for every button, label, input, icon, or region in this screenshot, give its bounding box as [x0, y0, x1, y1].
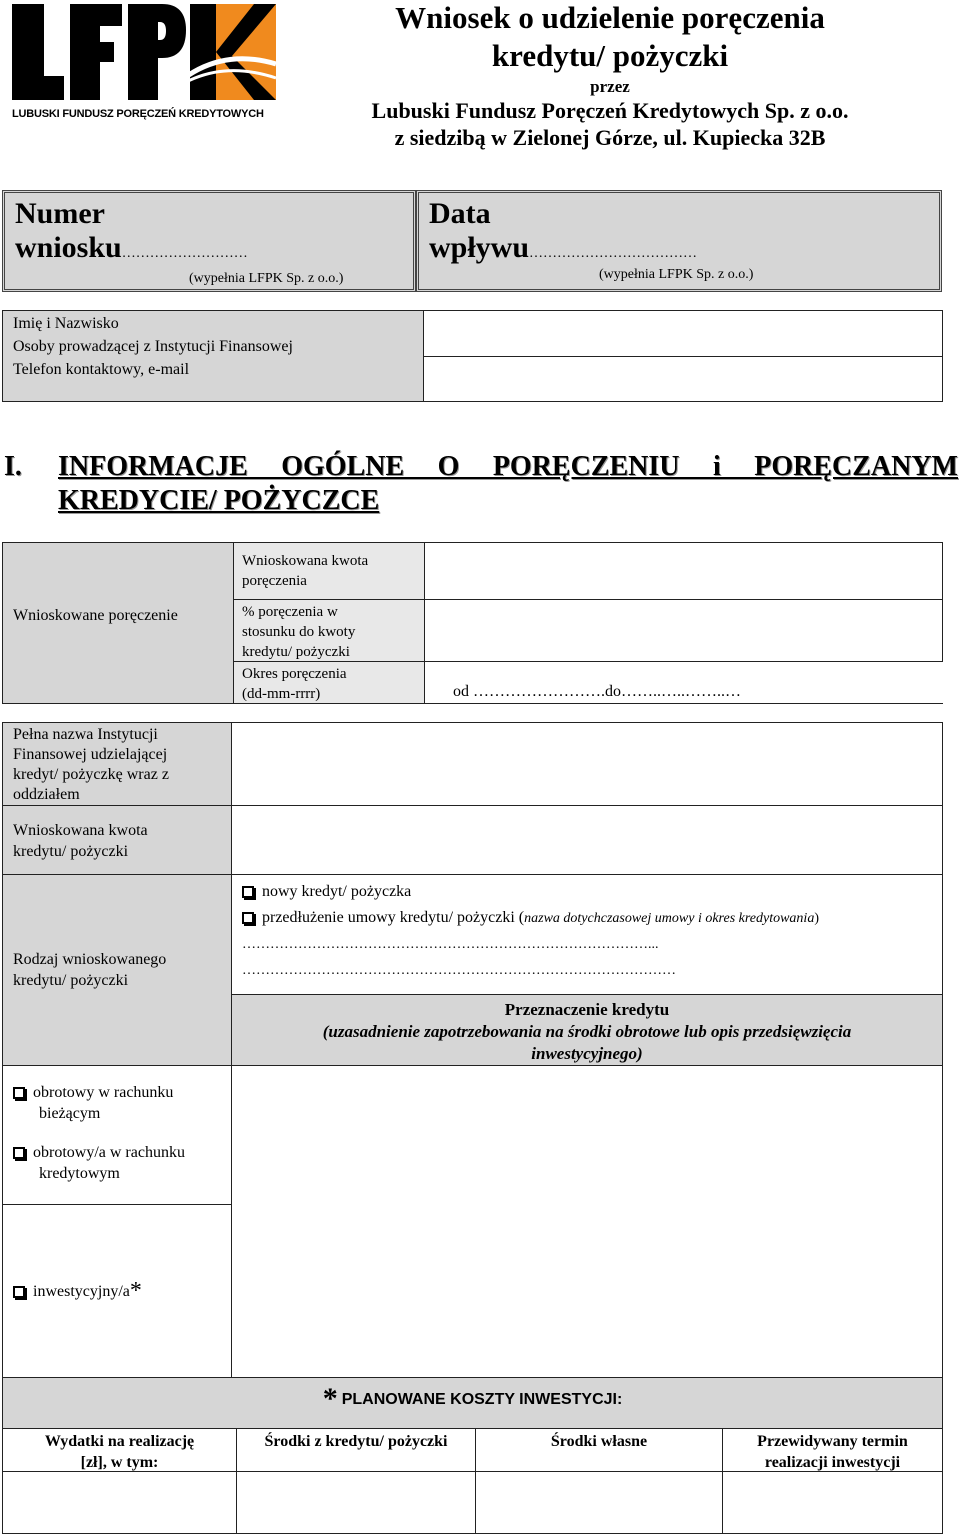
- application-number-label: [15, 197, 248, 271]
- checkbox-icon[interactable]: [242, 912, 254, 924]
- checkbox-icon[interactable]: [242, 886, 254, 898]
- option-working-credit-l2: kredytowym: [39, 1165, 120, 1182]
- checkbox-icon[interactable]: [13, 1286, 25, 1298]
- loan-purpose-subtitle-2: inwestycyjnego): [531, 1044, 643, 1063]
- loan-type-label-cell: [2, 874, 232, 1066]
- receipt-date-box: [416, 190, 942, 292]
- guarantee-percent-l3: kredytu/ pożyczki: [242, 644, 350, 660]
- option-new-loan[interactable]: [242, 881, 411, 902]
- guarantee-percent-l2: stosunku do kwoty: [242, 624, 356, 640]
- costs-col-own-header: [475, 1428, 723, 1472]
- option-extension-hint: nazwa dotychczasowej umowy i okres kredytowania: [524, 911, 815, 926]
- loan-purpose-field[interactable]: [231, 1065, 943, 1378]
- loan-type-l1: Rodzaj wnioskowanego: [13, 951, 167, 968]
- institution-l1: Pełna nazwa Instytucji: [13, 726, 158, 743]
- extension-details-line-1[interactable]: ……………………………………………………………………………...: [242, 937, 659, 952]
- loan-amount-label-cell: [2, 805, 232, 875]
- costs-col-expenses-l2: [zł], w tym:: [80, 1454, 159, 1471]
- contact-name-field[interactable]: [423, 310, 943, 357]
- guarantee-percent-label: [242, 602, 355, 662]
- institution-label: [13, 725, 169, 805]
- investment-asterisk: *: [129, 1278, 142, 1304]
- costs-col-term-header: [722, 1428, 943, 1472]
- guarantee-percent-label-cell: [233, 599, 425, 662]
- contact-line-2: Osoby prowadzącej z Instytucji Finansowej: [13, 338, 293, 355]
- guarantee-period-label-cell: [233, 661, 425, 704]
- title-line-1: Wniosek o udzielenie poręczenia: [395, 0, 825, 35]
- option-extension[interactable]: [242, 907, 819, 929]
- guarantee-amount-label-cell: [233, 542, 425, 600]
- checkbox-icon[interactable]: [13, 1087, 25, 1099]
- option-working-current-l1: obrotowy w rachunku: [33, 1084, 174, 1101]
- loan-type-label: [13, 949, 166, 991]
- working-capital-options-cell: [2, 1065, 232, 1205]
- loan-amount-l2: kredytu/ pożyczki: [13, 843, 129, 860]
- divider: [2, 1204, 232, 1205]
- investment-costs-title-row: [3, 1382, 942, 1416]
- section-number: I.: [4, 451, 22, 482]
- option-working-credit[interactable]: [13, 1142, 185, 1184]
- guarantee-period-l1: Okres poręczenia: [242, 666, 347, 682]
- contact-line-3: Telefon kontaktowy, e-mail: [13, 361, 190, 378]
- logo-caption: LUBUSKI FUNDUSZ PORĘCZEŃ KREDYTOWYCH: [12, 108, 264, 120]
- numer-label: Numer: [15, 197, 105, 230]
- wniosku-row: [15, 231, 248, 271]
- lfpk-logo-graphic: [10, 4, 280, 108]
- option-extension-close: ): [814, 911, 819, 926]
- guarantee-percent-l1: % poręczenia w: [242, 604, 338, 620]
- loan-amount-label: [13, 820, 148, 862]
- costs-col-loan-label: Środki z kredytu/ pożyczki: [264, 1433, 448, 1450]
- option-extension-label: przedłużenie umowy kredytu/ pożyczki (: [262, 909, 525, 926]
- guarantee-period-value: od …………………….do……..…..……..…: [453, 683, 741, 700]
- costs-col-loan-header: [236, 1428, 476, 1472]
- loan-purpose-header: [231, 994, 943, 1066]
- institution-field[interactable]: [231, 722, 943, 806]
- guarantee-label: Wnioskowane poręczenie: [13, 607, 178, 624]
- institution-label-cell: [2, 722, 232, 806]
- option-investment-label: inwestycyjny/a: [33, 1283, 130, 1300]
- loan-purpose-title: Przeznaczenie kredytu: [504, 1000, 670, 1019]
- checkbox-icon[interactable]: [13, 1147, 25, 1159]
- section-title-line-2: KREDYCIE/ POŻYCZCE: [58, 485, 380, 516]
- option-investment[interactable]: [13, 1278, 142, 1304]
- extension-details-line-2[interactable]: …………………………………………………………………………………: [242, 963, 676, 978]
- costs-term-cell[interactable]: [722, 1471, 943, 1534]
- investment-costs-title: PLANOWANE KOSZTY INWESTYCJI:: [341, 1391, 623, 1408]
- guarantee-label-cell: [2, 542, 234, 704]
- institution-l4: oddziałem: [13, 786, 80, 803]
- logo: [10, 4, 280, 126]
- institution-l2: Finansowej udzielającej: [13, 746, 168, 763]
- organization-name: Lubuski Fundusz Poręczeń Kredytowych Sp. z o.o.: [371, 98, 849, 123]
- costs-col-term-l2: realizacji inwestycji: [764, 1454, 901, 1471]
- guarantee-amount-field[interactable]: [424, 542, 943, 600]
- receipt-date-label: [429, 197, 697, 271]
- costs-col-expenses-header: [2, 1428, 237, 1472]
- option-working-current[interactable]: [13, 1082, 173, 1124]
- contact-line-1: Imię i Nazwisko: [13, 315, 119, 332]
- option-working-credit-l1: obrotowy/a w rachunku: [33, 1144, 185, 1161]
- title-line-2: kredytu/ pożyczki: [491, 38, 729, 73]
- loan-amount-field[interactable]: [231, 805, 943, 875]
- costs-col-own-label: Środki własne: [550, 1433, 648, 1450]
- title-przez: przez: [590, 77, 630, 96]
- guarantee-period-field[interactable]: [424, 661, 943, 704]
- costs-col-expenses-l1: Wydatki na realizację: [44, 1433, 195, 1450]
- loan-type-l2: kredytu/ pożyczki: [13, 972, 129, 989]
- section-title-line-1: INFORMACJE OGÓLNE O PORĘCZENIU i PORĘCZANYM: [58, 451, 958, 482]
- option-new-loan-label: nowy kredyt/ pożyczka: [262, 883, 412, 900]
- receipt-date-note: (wypełnia LFPK Sp. z o.o.): [599, 267, 754, 282]
- application-number-field[interactable]: ………………………: [121, 246, 248, 261]
- contact-phone-email-field[interactable]: [423, 356, 943, 402]
- application-number-box: [2, 190, 416, 292]
- loan-purpose-subtitle-1: (uzasadnienie zapotrzebowania na środki obrotowe lub opis przedsięwzięcia: [322, 1022, 852, 1041]
- guarantee-amount-l2: poręczenia: [242, 573, 307, 589]
- costs-expenses-cell[interactable]: [2, 1471, 237, 1534]
- wplywu-label: wpływu: [429, 231, 530, 264]
- costs-col-term-l1: Przewidywany termin: [757, 1433, 908, 1450]
- loan-type-options-cell: [231, 874, 943, 995]
- guarantee-percent-field[interactable]: [424, 599, 943, 662]
- guarantee-amount-l1: Wnioskowana kwota: [242, 553, 369, 569]
- guarantee-amount-label: [242, 551, 368, 591]
- loan-amount-l1: Wnioskowana kwota: [13, 822, 148, 839]
- costs-own-cell[interactable]: [475, 1471, 723, 1534]
- contact-person-label-cell: [2, 310, 424, 402]
- application-number-note: (wypełnia LFPK Sp. z o.o.): [189, 271, 344, 286]
- wniosku-label: wniosku: [15, 231, 122, 264]
- receipt-date-field[interactable]: ………………………………: [529, 246, 698, 261]
- guarantee-period-label: [242, 664, 347, 704]
- option-working-current-l2: bieżącym: [39, 1105, 101, 1122]
- costs-asterisk: *: [322, 1382, 338, 1415]
- organization-address: z siedzibą w Zielonej Górze, ul. Kupiecka 32B: [394, 125, 826, 150]
- data-label: Data: [429, 197, 491, 230]
- institution-l3: kredyt/ pożyczkę wraz z: [13, 766, 169, 783]
- contact-label-text: [13, 313, 293, 380]
- guarantee-period-l2: (dd-mm-rrrr): [242, 686, 321, 702]
- investment-option-cell: [2, 1204, 232, 1378]
- form-title: [330, 0, 890, 152]
- costs-loan-cell[interactable]: [236, 1471, 476, 1534]
- investment-costs-header: [2, 1377, 943, 1429]
